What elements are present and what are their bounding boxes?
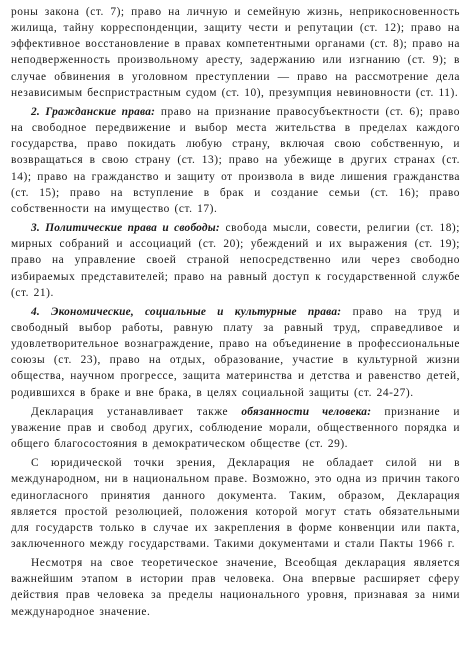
paragraph-human-duties	[11, 404, 460, 452]
paragraph-political-rights	[11, 220, 460, 301]
section-heading-civil-rights: 2. Гражданские права:	[31, 105, 156, 118]
paragraph-rights-continuation	[11, 4, 460, 101]
emphasis-human-duties: обязанности человека:	[241, 405, 372, 418]
paragraph-text: право на труд и свободный выбор работы, равную плату за равный труд, справедливое и удовлетворительное вознаграждение, право на объединение в профессиональные союзы (ст. 23), право на отдых, образование, участие в культурной жизни общества, научном прогрессе, защита материнства и детства и равенство детей, родившихся в браке и вне брака, в целях социальной защиты (ст. 24-27).	[11, 305, 461, 399]
paragraph-text: право на признание правосубъектности (ст. 6); право на свободное передвижение и выбор места жительства в пределах каждого государства, право покидать любую страну, включая свою собственную, и возвращаться в свою страну (ст. 13); право на убежище в других странах (ст. 14); право на гражданство и защиту от произвола в виде лишения гражданства (ст. 15); право на вступление в брак и создание семьи (ст. 16); право собственности на имущество (ст. 17).	[11, 105, 461, 215]
paragraph-legal-status	[11, 455, 460, 552]
paragraph-text: С юридической точки зрения, Декларация не обладает силой ни в международном, ни в национальном праве. Возможно, это одна из причин такого единогласного принятия данного документа. Таким, образом, Декларация является простой резолюцией, положения которой могут стать обязательными для государств только в случае их закрепления в форме конвенции или пакта, заключенного между государствами. Такими документами и стали Пакты 1966 г.	[11, 457, 460, 550]
paragraph-text: свобода мысли, совести, религии (ст. 18); мирных собраний и ассоциаций (ст. 20); убеждений и их выражения (ст. 19); право на управление своей страной непосредственно или через свободно избираемых представителей; право на равный доступ к государственной службе (ст. 21).	[11, 222, 460, 299]
paragraph-text: роны закона (ст. 7); право на личную и семейную жизнь, неприкосновенность жилища, тайну корреспонденции, защиту чести и репутации (ст. 12); право на эффективное восстановление в правах компетентными органами (ст. 8); право на неподверженность произвольному аресту, задержанию или изгнанию (ст. 9); в случае обвинения в уголовном преступлении — право на рассмотрение дела независимым беспристрастным судом (ст. 10), презумпция невиновности (ст. 11).	[11, 6, 460, 99]
paragraph-civil-rights	[11, 104, 460, 217]
section-heading-political-rights: 3. Политические права и свободы:	[31, 222, 220, 235]
paragraph-economic-rights	[11, 304, 460, 401]
paragraph-text-start: Декларация устанавливает также	[31, 405, 242, 418]
paragraph-text: Несмотря на свое теоретическое значение, Всеобщая декларация является важнейшим этапом в истории прав человека. Она впервые расширяет сферу действия прав человека за пределы национального уровня, признавая за ними международное значение.	[11, 557, 460, 618]
paragraph-significance	[11, 555, 460, 620]
paragraph-text: признание и уважение прав и свобод других, соблюдение морали, общественного порядка и общего благосостояния в демократическом обществе (ст. 29).	[11, 405, 461, 451]
section-heading-economic-rights: 4. Экономические, социальные и культурные права:	[31, 305, 342, 318]
